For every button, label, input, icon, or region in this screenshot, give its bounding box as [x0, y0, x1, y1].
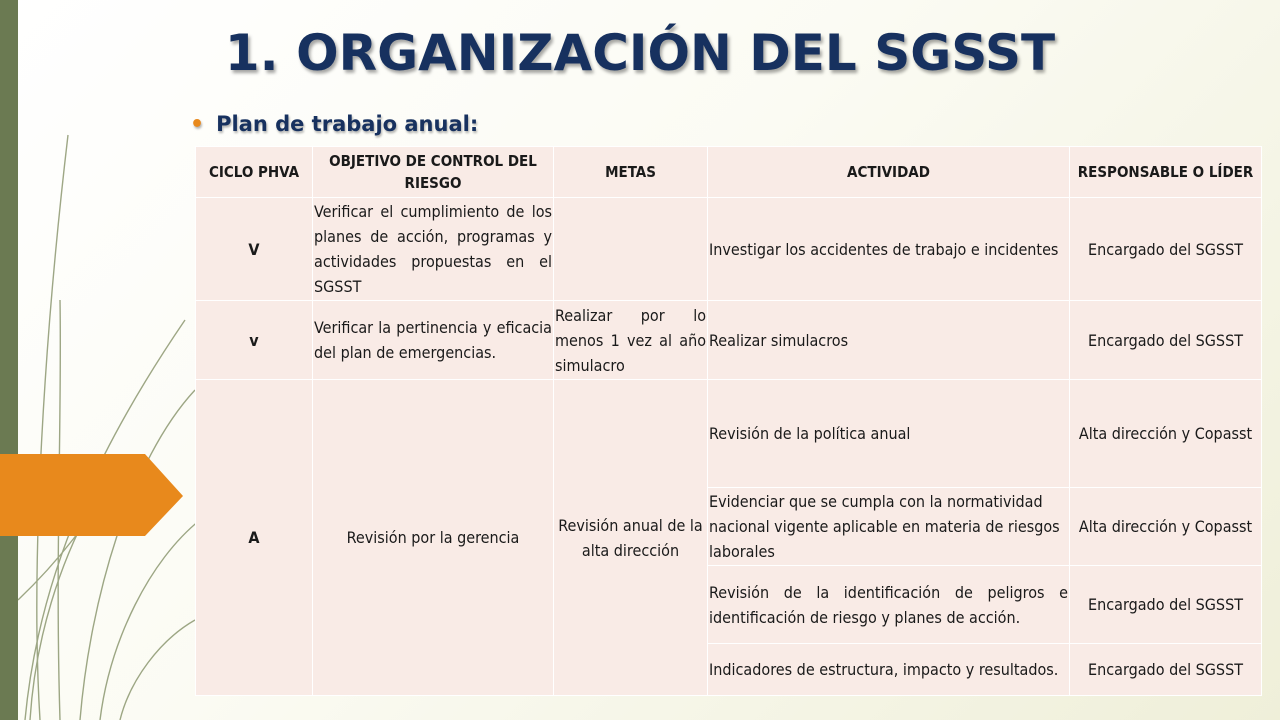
- decorative-grass-lines: [0, 0, 220, 720]
- subtitle-text: Plan de trabajo anual:: [216, 112, 479, 136]
- orange-arrow-shape: [0, 454, 190, 538]
- cell-responsable: Alta dirección y Copasst: [1070, 380, 1262, 488]
- table-row: [196, 380, 1262, 488]
- cell-objetivo: Verificar el cumplimiento de los planes de acción, programas y actividades propuestas en el SGSST: [313, 198, 554, 301]
- header-metas: METAS: [554, 147, 708, 198]
- bullet-icon: •: [190, 112, 205, 137]
- cell-actividad: Investigar los accidentes de trabajo e incidentes: [708, 198, 1070, 301]
- cell-responsable: Encargado del SGSST: [1070, 566, 1262, 644]
- header-objetivo: OBJETIVO DE CONTROL DEL RIESGO: [313, 147, 554, 198]
- header-ciclo-phva: CICLO PHVA: [196, 147, 313, 198]
- cell-ciclo: v: [196, 301, 313, 380]
- cell-responsable: Encargado del SGSST: [1070, 301, 1262, 380]
- table-row: [196, 198, 1262, 301]
- cell-responsable: Encargado del SGSST: [1070, 198, 1262, 301]
- table-row: [196, 301, 1262, 380]
- table-header-row: [196, 147, 1262, 198]
- cell-responsable: Alta dirección y Copasst: [1070, 488, 1262, 566]
- header-actividad: ACTIVIDAD: [708, 147, 1070, 198]
- cell-metas: Realizar por lo menos 1 vez al año simulacro: [554, 301, 708, 380]
- cell-metas: [554, 198, 708, 301]
- cell-ciclo: V: [196, 198, 313, 301]
- cell-actividad: Evidenciar que se cumpla con la normatividad nacional vigente aplicable en materia de riesgos laborales: [708, 488, 1070, 566]
- cell-objetivo: Verificar la pertinencia y eficacia del plan de emergencias.: [313, 301, 554, 380]
- cell-objetivo: Revisión por la gerencia: [313, 380, 554, 696]
- cell-actividad: Realizar simulacros: [708, 301, 1070, 380]
- page-title: 1. ORGANIZACIÓN DEL SGSST: [224, 24, 1056, 82]
- cell-actividad: Indicadores de estructura, impacto y resultados.: [708, 644, 1070, 696]
- subtitle: [190, 112, 478, 137]
- header-responsable: RESPONSABLE O LÍDER: [1070, 147, 1262, 198]
- cell-actividad: Revisión de la identificación de peligros e identificación de riesgo y planes de acción.: [708, 566, 1070, 644]
- cell-responsable: Encargado del SGSST: [1070, 644, 1262, 696]
- cell-metas: Revisión anual de la alta dirección: [554, 380, 708, 696]
- work-plan-table: [195, 146, 1262, 696]
- cell-actividad: Revisión de la política anual: [708, 380, 1070, 488]
- cell-ciclo: A: [196, 380, 313, 696]
